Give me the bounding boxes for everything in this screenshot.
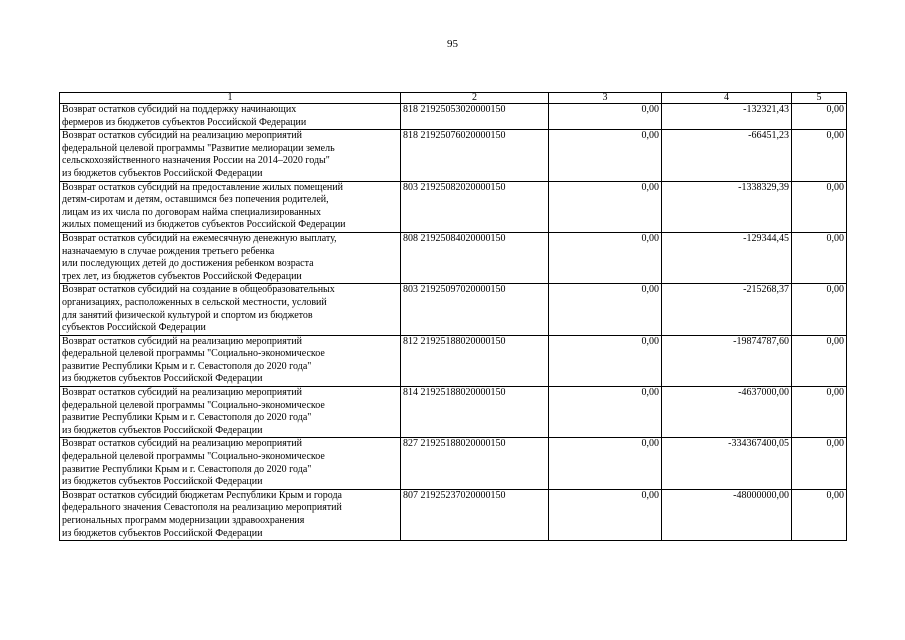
column-header-5: 5 xyxy=(792,93,847,104)
table-row xyxy=(60,335,847,386)
row-description: Возврат остатков субсидий на предоставление жилых помещений детям-сиротам и детям, оставшимся без попечения родителей, лицам из их числа по договорам найма специализированных жилых помещений из бюджетов субъектов Российской Федерации xyxy=(60,181,401,232)
table-row xyxy=(60,387,847,438)
row-code: 827 21925188020000150 xyxy=(401,438,549,489)
row-value-col5: 0,00 xyxy=(792,232,847,283)
row-value-col3: 0,00 xyxy=(549,489,662,540)
row-value-col5: 0,00 xyxy=(792,438,847,489)
row-value-col4: -132321,43 xyxy=(662,104,792,130)
table-row xyxy=(60,438,847,489)
row-value-col5: 0,00 xyxy=(792,387,847,438)
row-value-col5: 0,00 xyxy=(792,181,847,232)
column-header-4: 4 xyxy=(662,93,792,104)
row-value-col5: 0,00 xyxy=(792,130,847,181)
row-description: Возврат остатков субсидий бюджетам Республики Крым и города федерального значения Севастополя на реализацию мероприятий региональных программ модернизации здравоохранения из бюджетов субъектов Российской Федерации xyxy=(60,489,401,540)
row-value-col4: -129344,45 xyxy=(662,232,792,283)
row-value-col3: 0,00 xyxy=(549,438,662,489)
row-code: 807 21925237020000150 xyxy=(401,489,549,540)
row-value-col3: 0,00 xyxy=(549,181,662,232)
table-row xyxy=(60,130,847,181)
row-value-col5: 0,00 xyxy=(792,335,847,386)
column-header-3: 3 xyxy=(549,93,662,104)
row-description: Возврат остатков субсидий на реализацию мероприятий федеральной целевой программы "Развитие мелиорации земель сельскохозяйственного назначения России на 2014–2020 годы" из бюджетов субъектов Российской Федерации xyxy=(60,130,401,181)
row-code: 803 21925097020000150 xyxy=(401,284,549,335)
table-row xyxy=(60,181,847,232)
table-row xyxy=(60,284,847,335)
row-value-col4: -1338329,39 xyxy=(662,181,792,232)
row-code: 803 21925082020000150 xyxy=(401,181,549,232)
row-code: 818 21925076020000150 xyxy=(401,130,549,181)
row-value-col5: 0,00 xyxy=(792,104,847,130)
page-number: 95 xyxy=(447,38,458,50)
row-value-col3: 0,00 xyxy=(549,232,662,283)
row-description: Возврат остатков субсидий на реализацию мероприятий федеральной целевой программы "Социально-экономическое развитие Республики Крым и г. Севастополя до 2020 года" из бюджетов субъектов Российской Федерации xyxy=(60,438,401,489)
header-row xyxy=(60,93,847,104)
column-header-2: 2 xyxy=(401,93,549,104)
row-value-col4: -215268,37 xyxy=(662,284,792,335)
column-header-1: 1 xyxy=(60,93,401,104)
row-value-col5: 0,00 xyxy=(792,284,847,335)
table-row xyxy=(60,232,847,283)
row-value-col3: 0,00 xyxy=(549,130,662,181)
row-description: Возврат остатков субсидий на поддержку начинающих фермеров из бюджетов субъектов Российской Федерации xyxy=(60,104,401,130)
budget-table xyxy=(59,92,847,541)
row-value-col4: -334367400,05 xyxy=(662,438,792,489)
row-value-col3: 0,00 xyxy=(549,387,662,438)
row-value-col3: 0,00 xyxy=(549,284,662,335)
row-code: 818 21925053020000150 xyxy=(401,104,549,130)
row-value-col3: 0,00 xyxy=(549,104,662,130)
row-description: Возврат остатков субсидий на реализацию мероприятий федеральной целевой программы "Социально-экономическое развитие Республики Крым и г. Севастополя до 2020 года" из бюджетов субъектов Российской Федерации xyxy=(60,335,401,386)
table-row xyxy=(60,489,847,540)
row-value-col4: -66451,23 xyxy=(662,130,792,181)
table-row xyxy=(60,104,847,130)
row-code: 814 21925188020000150 xyxy=(401,387,549,438)
row-code: 812 21925188020000150 xyxy=(401,335,549,386)
row-value-col4: -19874787,60 xyxy=(662,335,792,386)
row-description: Возврат остатков субсидий на реализацию мероприятий федеральной целевой программы "Социально-экономическое развитие Республики Крым и г. Севастополя до 2020 года" из бюджетов субъектов Российской Федерации xyxy=(60,387,401,438)
row-code: 808 21925084020000150 xyxy=(401,232,549,283)
row-value-col5: 0,00 xyxy=(792,489,847,540)
row-value-col3: 0,00 xyxy=(549,335,662,386)
row-description: Возврат остатков субсидий на создание в общеобразовательных организациях, расположенных в сельской местности, условий для занятий физической культурой и спортом из бюджетов субъектов Российской Федерации xyxy=(60,284,401,335)
row-description: Возврат остатков субсидий на ежемесячную денежную выплату, назначаемую в случае рождения третьего ребенка или последующих детей до достижения ребенком возраста трех лет, из бюджетов субъектов Российской Федерации xyxy=(60,232,401,283)
row-value-col4: -4637000,00 xyxy=(662,387,792,438)
row-value-col4: -48000000,00 xyxy=(662,489,792,540)
